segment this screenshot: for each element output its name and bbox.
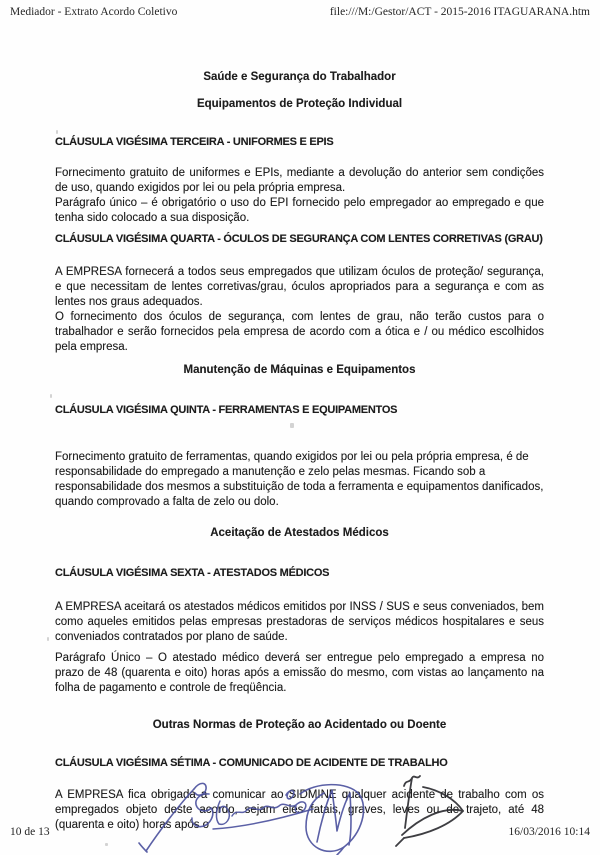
print-timestamp: 16/03/2016 10:14 [508, 826, 590, 838]
clause-26-title: CLÁUSULA VIGÉSIMA SEXTA - ATESTADOS MÉDICOS [55, 567, 330, 579]
section-heading-aceitacao-atestados: Aceitação de Atestados Médicos [210, 527, 389, 539]
scan-artifact [56, 130, 58, 134]
clause-25-title: CLÁUSULA VIGÉSIMA QUINTA - FERRAMENTAS E EQUIPAMENTOS [55, 404, 398, 416]
scan-artifact [290, 423, 294, 428]
clause-24-paragraph-1: A EMPRESA fornecerá a todos seus empregados que utilizam óculos de proteção/ segurança, e que necessitam de lentes corretivas/grau, óculos apropriados para a segurança e com as lentes nos graus adequados. [55, 266, 544, 308]
page-number: 10 de 13 [10, 826, 50, 838]
clause-23-paragraph-1: Fornecimento gratuito de uniformes e EPIs, mediante a devolução do anterior sem condições de uso, quando exigidos por lei ou pela própria empresa. [55, 167, 544, 194]
clause-25-paragraph-1: Fornecimento gratuito de ferramentas, quando exigidos por lei ou pela própria empresa, é de responsabilidade do empregado a manutenção e zelo pelas mesmas. Ficando sob a responsabilidade dos mesmos a substituição de toda a ferramenta e equipamentos danificados, quando comprovado a falta de zelo ou dolo. [55, 451, 544, 508]
clause-27-title: CLÁUSULA VIGÉSIMA SÉTIMA - COMUNICADO DE ACIDENTE DE TRABALHO [55, 757, 448, 769]
clause-26-paragraph-1: A EMPRESA aceitará os atestados médicos emitidos por INSS / SUS e seus conveniados, bem como aqueles emitidos pelas empresas prestadoras de serviços médicos hospitalares e seus conveniados contratados por plano de saúde. [55, 601, 544, 643]
clause-26-paragraph-2: Parágrafo Único – O atestado médico deverá ser entregue pelo empregado a empresa no prazo de 48 (quarenta e oito) horas após a emissão do mesmo, com vistas ao lançamento na folha de pagamento e controle de freqüência. [55, 652, 544, 694]
print-header-file-url: file:///M:/Gestor/ACT - 2015-2016 ITAGUARANA.htm [329, 6, 590, 18]
scan-artifact [105, 843, 108, 846]
print-header-title: Mediador - Extrato Acordo Coletivo [10, 6, 178, 18]
clause-27-paragraph-1: A EMPRESA fica obrigada a comunicar ao SIDMINE qualquer acidente de trabalho com os empregados objeto deste acordo, sejam eles fatais, graves, leves ou de trajeto, até 48 (quarenta e oito) horas após o [55, 789, 544, 831]
section-heading-manutencao-maquinas: Manutenção de Máquinas e Equipamentos [183, 364, 416, 376]
section-heading-equipamentos-protecao: Equipamentos de Proteção Individual [196, 98, 403, 110]
scan-artifact [47, 637, 49, 641]
clause-23-title: CLÁUSULA VIGÉSIMA TERCEIRA - UNIFORMES E EPIS [55, 136, 334, 148]
clause-23-paragraph-2: Parágrafo único – é obrigatório o uso do EPI fornecido pelo empregador ao empregado e que tenha sido colocado a sua disposição. [55, 197, 544, 224]
scan-artifact [50, 394, 52, 398]
section-heading-outras-normas: Outras Normas de Proteção ao Acidentado ou Doente [152, 719, 447, 731]
clause-24-title: CLÁUSULA VIGÉSIMA QUARTA - ÓCULOS DE SEGURANÇA COM LENTES CORRETIVAS (GRAU) [55, 233, 543, 245]
document-body [55, 0, 544, 833]
section-heading-saude-seguranca: Saúde e Segurança do Trabalhador [203, 71, 396, 83]
clause-24-paragraph-2: O fornecimento dos óculos de segurança, com lentes de grau, não terão custos para o trabalhador e serão fornecidos pela empresa de acordo com a ótica e / ou médico escolhidos pela empresa. [55, 311, 544, 353]
print-footer [10, 826, 590, 838]
scan-artifact [464, 201, 473, 203]
